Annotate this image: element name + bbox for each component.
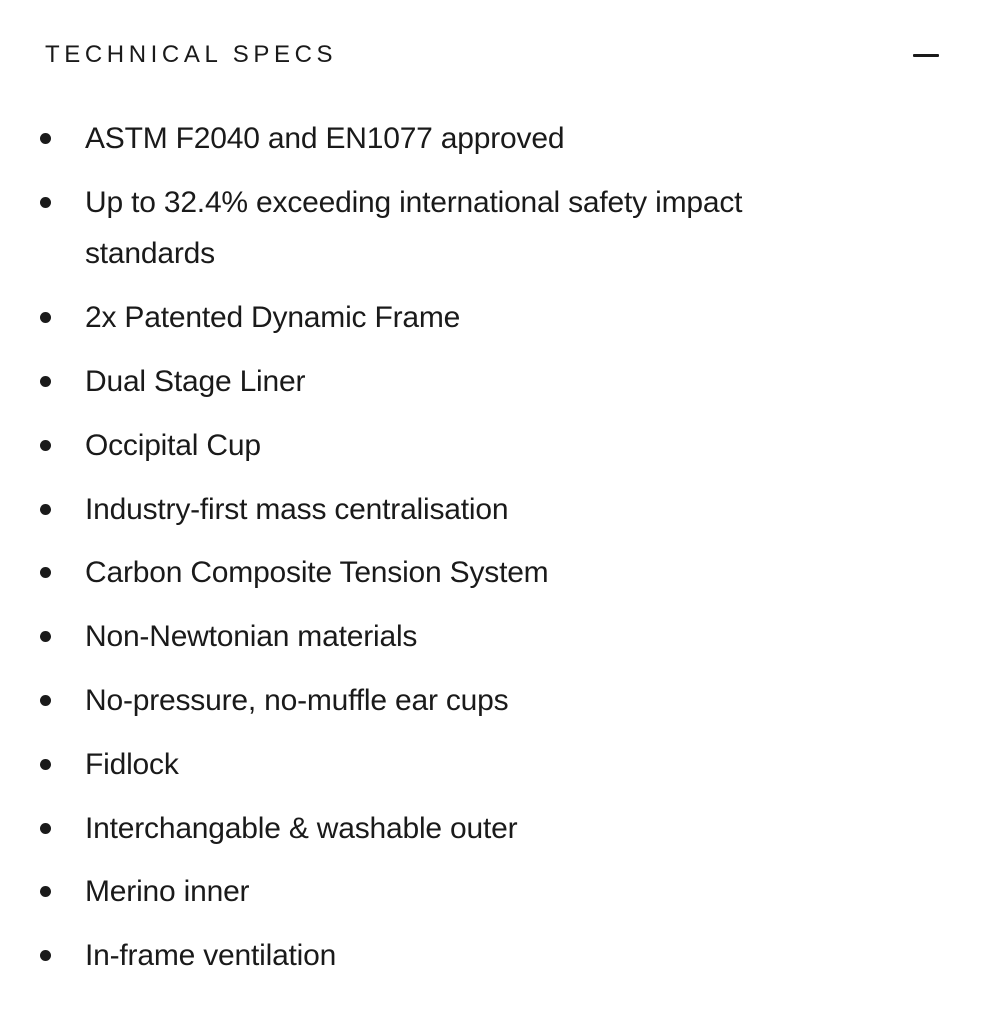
spec-text: Merino inner <box>85 875 250 908</box>
bullet-icon <box>40 823 51 834</box>
bullet-icon <box>40 631 51 642</box>
spec-text: Dual Stage Liner <box>85 365 306 398</box>
bullet-icon <box>40 504 51 515</box>
bullet-icon <box>40 759 51 770</box>
bullet-icon <box>40 567 51 578</box>
section-title: TECHNICAL SPECS <box>45 41 338 68</box>
spec-text: Non-Newtonian materials <box>85 620 418 653</box>
spec-text: Industry-first mass centralisation <box>85 493 509 526</box>
spec-text: Fidlock <box>85 748 179 781</box>
bullet-icon <box>40 312 51 323</box>
spec-text: 2x Patented Dynamic Frame <box>85 301 461 334</box>
bullet-icon <box>40 133 51 144</box>
spec-text: Interchangable & washable outer <box>85 812 518 845</box>
bullet-icon <box>40 886 51 897</box>
accordion-header[interactable] <box>0 0 982 110</box>
spec-text: Up to 32.4% exceeding international safety impact standards <box>85 186 743 270</box>
bullet-icon <box>40 695 51 706</box>
bullet-icon <box>40 440 51 451</box>
spec-text: In-frame ventilation <box>85 939 337 972</box>
bullet-icon <box>40 950 51 961</box>
minus-icon[interactable] <box>913 54 939 57</box>
spec-text: Occipital Cup <box>85 429 261 462</box>
spec-text: Carbon Composite Tension System <box>85 556 549 589</box>
spec-text: ASTM F2040 and EN1077 approved <box>85 122 565 155</box>
bullet-icon <box>40 376 51 387</box>
spec-text: No-pressure, no-muffle ear cups <box>85 684 509 717</box>
bullet-icon <box>40 197 51 208</box>
